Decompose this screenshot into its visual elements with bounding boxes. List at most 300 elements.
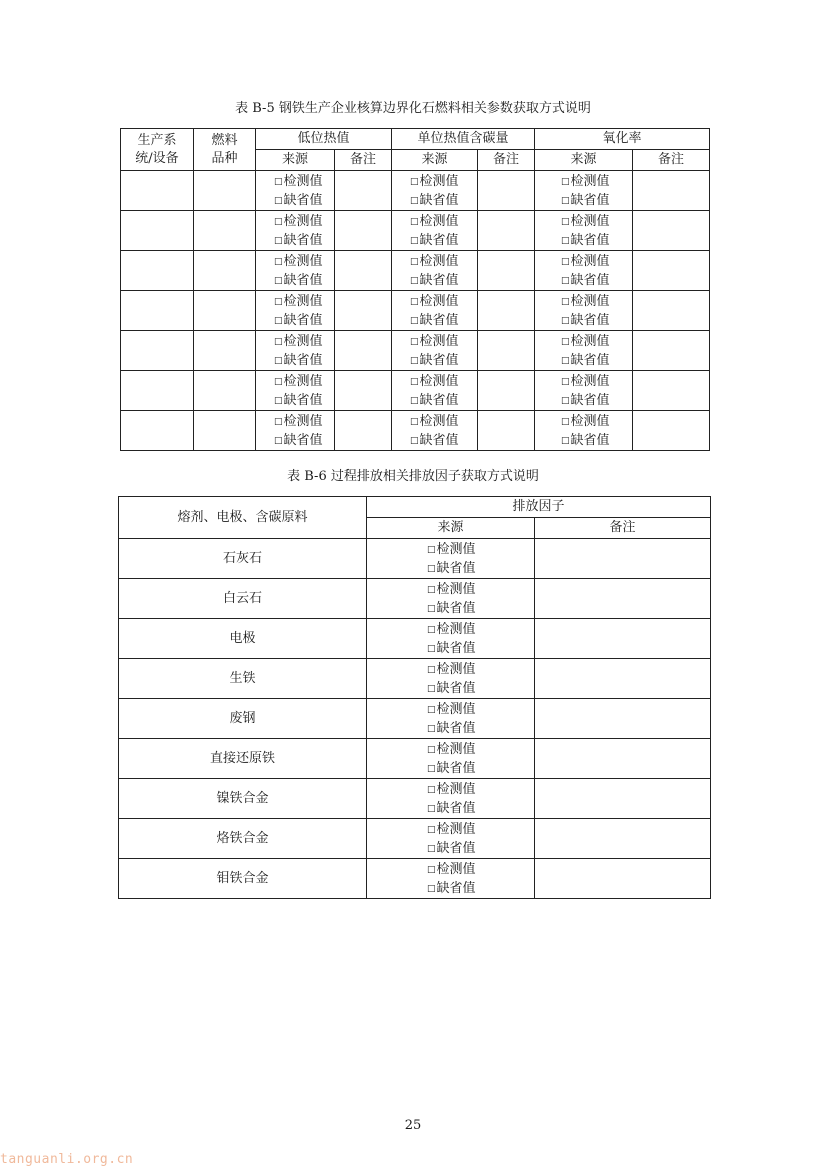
source-options: [367, 779, 535, 819]
fuel-cell[interactable]: [194, 371, 256, 411]
source-options: [256, 291, 335, 331]
measured-checkbox-option[interactable]: [410, 332, 477, 351]
default-checkbox[interactable]: □: [427, 683, 436, 694]
measured-checkbox-option[interactable]: [274, 332, 334, 351]
default-label: 缺省值: [436, 760, 476, 776]
measured-label: 检测值: [570, 213, 610, 229]
default-checkbox[interactable]: □: [427, 563, 436, 574]
default-checkbox-option[interactable]: [427, 679, 534, 698]
header-remark: 备注: [478, 150, 535, 171]
header-remark: 备注: [633, 150, 710, 171]
default-checkbox-option[interactable]: [274, 351, 334, 370]
measured-checkbox[interactable]: □: [274, 256, 283, 267]
material-name: 钼铁合金: [119, 859, 367, 899]
source-options: [392, 171, 478, 211]
table-b6: [118, 496, 711, 899]
default-label: 缺省值: [419, 432, 459, 448]
measured-checkbox-option[interactable]: [274, 372, 334, 391]
measured-label: 检测值: [419, 333, 459, 349]
remark-cell[interactable]: [335, 371, 392, 411]
source-options: [392, 411, 478, 451]
source-options: [367, 819, 535, 859]
remark-cell[interactable]: [535, 539, 711, 579]
remark-cell[interactable]: [335, 211, 392, 251]
default-label: 缺省值: [419, 272, 459, 288]
measured-checkbox[interactable]: □: [410, 416, 419, 427]
default-label: 缺省值: [436, 800, 476, 816]
table-row: [121, 291, 710, 331]
default-checkbox[interactable]: □: [274, 275, 283, 286]
measured-checkbox[interactable]: □: [427, 584, 436, 595]
measured-checkbox-option[interactable]: [561, 412, 632, 431]
remark-cell[interactable]: [535, 659, 711, 699]
measured-checkbox-option[interactable]: [410, 212, 477, 231]
measured-checkbox-option[interactable]: [274, 292, 334, 311]
measured-checkbox[interactable]: □: [427, 544, 436, 555]
default-checkbox[interactable]: □: [274, 355, 283, 366]
table-b5: [120, 128, 710, 451]
source-options: [367, 579, 535, 619]
default-checkbox[interactable]: □: [274, 435, 283, 446]
table-row: [121, 171, 710, 211]
remark-cell[interactable]: [335, 251, 392, 291]
default-checkbox-option[interactable]: [561, 311, 632, 330]
default-label: 缺省值: [436, 560, 476, 576]
remark-cell[interactable]: [478, 331, 535, 371]
default-label: 缺省值: [570, 312, 610, 328]
measured-checkbox-option[interactable]: [410, 412, 477, 431]
remark-cell[interactable]: [535, 819, 711, 859]
remark-cell[interactable]: [535, 739, 711, 779]
default-label: 缺省值: [283, 352, 323, 368]
default-checkbox[interactable]: □: [410, 195, 419, 206]
measured-checkbox-option[interactable]: [427, 860, 534, 879]
default-checkbox-option[interactable]: [427, 879, 534, 898]
remark-cell[interactable]: [535, 779, 711, 819]
default-checkbox[interactable]: □: [561, 435, 570, 446]
remark-cell[interactable]: [478, 211, 535, 251]
measured-label: 检测值: [436, 661, 476, 677]
measured-label: 检测值: [283, 213, 323, 229]
measured-checkbox-option[interactable]: [561, 372, 632, 391]
measured-checkbox-option[interactable]: [561, 332, 632, 351]
table-row: [119, 859, 711, 899]
fuel-cell[interactable]: [194, 291, 256, 331]
source-options: [535, 371, 633, 411]
fuel-cell[interactable]: [194, 251, 256, 291]
table-b6-caption: 表 B-6 过程排放相关排放因子获取方式说明: [287, 469, 539, 484]
measured-label: 检测值: [419, 413, 459, 429]
default-checkbox[interactable]: □: [561, 315, 570, 326]
header-source: 来源: [392, 150, 478, 171]
measured-label: 检测值: [419, 213, 459, 229]
measured-checkbox[interactable]: □: [561, 416, 570, 427]
measured-checkbox[interactable]: □: [274, 376, 283, 387]
measured-label: 检测值: [436, 621, 476, 637]
measured-checkbox-option[interactable]: [274, 212, 334, 231]
remark-cell[interactable]: [535, 619, 711, 659]
default-label: 缺省值: [283, 232, 323, 248]
remark-cell[interactable]: [633, 291, 710, 331]
measured-checkbox-option[interactable]: [410, 372, 477, 391]
source-options: [392, 211, 478, 251]
source-options: [256, 331, 335, 371]
source-options: [367, 699, 535, 739]
header-remark: 备注: [535, 518, 711, 539]
default-checkbox[interactable]: □: [427, 603, 436, 614]
default-checkbox[interactable]: □: [427, 843, 436, 854]
default-checkbox-option[interactable]: [427, 719, 534, 738]
header-material: 熔剂、电极、含碳原料: [119, 497, 367, 539]
measured-checkbox[interactable]: □: [561, 296, 570, 307]
header-source: 来源: [367, 518, 535, 539]
measured-label: 检测值: [283, 333, 323, 349]
system-cell[interactable]: [121, 291, 194, 331]
remark-cell[interactable]: [335, 171, 392, 211]
remark-cell[interactable]: [535, 859, 711, 899]
measured-checkbox-option[interactable]: [561, 252, 632, 271]
default-checkbox-option[interactable]: [274, 431, 334, 450]
remark-cell[interactable]: [535, 579, 711, 619]
measured-checkbox-option[interactable]: [274, 172, 334, 191]
table-row: [121, 251, 710, 291]
measured-checkbox[interactable]: □: [274, 336, 283, 347]
header-oxidation: 氧化率: [535, 129, 710, 150]
default-label: 缺省值: [283, 432, 323, 448]
source-options: [392, 251, 478, 291]
remark-cell[interactable]: [478, 251, 535, 291]
default-checkbox[interactable]: □: [427, 763, 436, 774]
default-checkbox-option[interactable]: [274, 231, 334, 250]
default-checkbox[interactable]: □: [410, 275, 419, 286]
default-label: 缺省值: [283, 392, 323, 408]
measured-checkbox[interactable]: □: [561, 336, 570, 347]
table-row: [119, 739, 711, 779]
default-label: 缺省值: [283, 312, 323, 328]
default-checkbox[interactable]: □: [274, 395, 283, 406]
measured-label: 检测值: [570, 253, 610, 269]
remark-cell[interactable]: [478, 291, 535, 331]
source-options: [392, 331, 478, 371]
source-options: [367, 619, 535, 659]
measured-checkbox[interactable]: □: [274, 216, 283, 227]
source-options: [535, 251, 633, 291]
source-options: [256, 211, 335, 251]
measured-checkbox-option[interactable]: [427, 820, 534, 839]
source-options: [256, 371, 335, 411]
page-number: 25: [404, 1118, 422, 1133]
measured-label: 检测值: [570, 333, 610, 349]
measured-label: 检测值: [436, 861, 476, 877]
default-label: 缺省值: [283, 272, 323, 288]
measured-checkbox[interactable]: □: [410, 296, 419, 307]
default-checkbox-option[interactable]: [410, 351, 477, 370]
measured-checkbox[interactable]: □: [561, 216, 570, 227]
default-label: 缺省值: [436, 680, 476, 696]
measured-checkbox[interactable]: □: [427, 824, 436, 835]
measured-checkbox-option[interactable]: [410, 292, 477, 311]
default-checkbox-option[interactable]: [274, 311, 334, 330]
default-label: 缺省值: [570, 192, 610, 208]
measured-label: 检测值: [419, 173, 459, 189]
measured-checkbox[interactable]: □: [274, 416, 283, 427]
remark-cell[interactable]: [633, 371, 710, 411]
source-options: [392, 291, 478, 331]
default-checkbox[interactable]: □: [561, 355, 570, 366]
material-name: 白云石: [119, 579, 367, 619]
measured-label: 检测值: [283, 373, 323, 389]
measured-checkbox[interactable]: □: [274, 176, 283, 187]
measured-label: 检测值: [570, 173, 610, 189]
header-factor: 排放因子: [367, 497, 711, 518]
default-label: 缺省值: [419, 232, 459, 248]
measured-checkbox-option[interactable]: [561, 212, 632, 231]
measured-checkbox-option[interactable]: [427, 620, 534, 639]
default-label: 缺省值: [436, 600, 476, 616]
remark-cell[interactable]: [633, 211, 710, 251]
header-carbon: 单位热值含碳量: [392, 129, 535, 150]
default-label: 缺省值: [570, 352, 610, 368]
fuel-cell[interactable]: [194, 411, 256, 451]
material-name: 直接还原铁: [119, 739, 367, 779]
default-checkbox[interactable]: □: [410, 395, 419, 406]
measured-checkbox[interactable]: □: [427, 784, 436, 795]
measured-checkbox[interactable]: □: [427, 704, 436, 715]
default-checkbox[interactable]: □: [561, 195, 570, 206]
remark-cell[interactable]: [335, 331, 392, 371]
measured-label: 检测值: [436, 781, 476, 797]
header-source: 来源: [535, 150, 633, 171]
table-row: [119, 699, 711, 739]
source-options: [256, 251, 335, 291]
remark-cell[interactable]: [633, 251, 710, 291]
fuel-cell[interactable]: [194, 211, 256, 251]
measured-checkbox[interactable]: □: [561, 176, 570, 187]
table-row: [121, 331, 710, 371]
default-label: 缺省值: [570, 232, 610, 248]
default-checkbox[interactable]: □: [427, 803, 436, 814]
measured-label: 检测值: [436, 741, 476, 757]
table-row: [119, 579, 711, 619]
system-cell[interactable]: [121, 331, 194, 371]
material-name: 烙铁合金: [119, 819, 367, 859]
default-checkbox-option[interactable]: [561, 351, 632, 370]
default-checkbox-option[interactable]: [410, 271, 477, 290]
source-options: [256, 171, 335, 211]
default-checkbox-option[interactable]: [274, 391, 334, 410]
source-options: [535, 171, 633, 211]
default-checkbox-option[interactable]: [427, 799, 534, 818]
default-label: 缺省值: [283, 192, 323, 208]
table-row: [121, 371, 710, 411]
table-row: [119, 819, 711, 859]
default-label: 缺省值: [419, 192, 459, 208]
material-name: 镍铁合金: [119, 779, 367, 819]
measured-label: 检测值: [570, 413, 610, 429]
measured-label: 检测值: [419, 293, 459, 309]
measured-checkbox[interactable]: □: [410, 336, 419, 347]
material-name: 废钢: [119, 699, 367, 739]
source-options: [535, 331, 633, 371]
default-checkbox[interactable]: □: [274, 195, 283, 206]
source-options: [367, 659, 535, 699]
default-label: 缺省值: [436, 840, 476, 856]
source-options: [367, 539, 535, 579]
default-checkbox-option[interactable]: [410, 191, 477, 210]
measured-label: 检测值: [436, 541, 476, 557]
default-label: 缺省值: [419, 312, 459, 328]
fuel-cell[interactable]: [194, 171, 256, 211]
header-ncv: 低位热值: [256, 129, 392, 150]
system-cell[interactable]: [121, 251, 194, 291]
default-checkbox-option[interactable]: [410, 391, 477, 410]
default-checkbox-option[interactable]: [274, 271, 334, 290]
header-source: 来源: [256, 150, 335, 171]
measured-checkbox-option[interactable]: [427, 540, 534, 559]
source-options: [367, 859, 535, 899]
system-cell[interactable]: [121, 171, 194, 211]
measured-checkbox-option[interactable]: [410, 252, 477, 271]
measured-checkbox[interactable]: □: [274, 296, 283, 307]
measured-checkbox[interactable]: □: [427, 744, 436, 755]
table-b5-caption: 表 B-5 钢铁生产企业核算边界化石燃料相关参数获取方式说明: [235, 101, 591, 116]
table-row: [119, 619, 711, 659]
table-row: [119, 539, 711, 579]
default-checkbox[interactable]: □: [561, 395, 570, 406]
remark-cell[interactable]: [478, 171, 535, 211]
material-name: 生铁: [119, 659, 367, 699]
system-cell[interactable]: [121, 211, 194, 251]
system-cell[interactable]: [121, 371, 194, 411]
header-system: 生产系 统/设备: [121, 129, 194, 171]
default-label: 缺省值: [570, 392, 610, 408]
default-label: 缺省值: [419, 352, 459, 368]
default-checkbox-option[interactable]: [427, 559, 534, 578]
default-checkbox-option[interactable]: [561, 231, 632, 250]
header-fuel: 燃料 品种: [194, 129, 256, 171]
measured-label: 检测值: [436, 821, 476, 837]
default-label: 缺省值: [570, 272, 610, 288]
table-row: [119, 659, 711, 699]
default-checkbox-option[interactable]: [561, 271, 632, 290]
table-row: [121, 411, 710, 451]
measured-checkbox-option[interactable]: [561, 292, 632, 311]
remark-cell[interactable]: [478, 371, 535, 411]
measured-label: 检测值: [283, 253, 323, 269]
system-cell[interactable]: [121, 411, 194, 451]
measured-checkbox-option[interactable]: [427, 700, 534, 719]
remark-cell[interactable]: [633, 411, 710, 451]
measured-label: 检测值: [283, 173, 323, 189]
measured-checkbox-option[interactable]: [427, 740, 534, 759]
default-label: 缺省值: [436, 720, 476, 736]
source-options: [392, 371, 478, 411]
default-checkbox-option[interactable]: [410, 231, 477, 250]
measured-checkbox-option[interactable]: [274, 252, 334, 271]
default-checkbox[interactable]: □: [410, 435, 419, 446]
measured-checkbox-option[interactable]: [410, 172, 477, 191]
remark-cell[interactable]: [535, 699, 711, 739]
remark-cell[interactable]: [633, 331, 710, 371]
default-checkbox[interactable]: □: [427, 643, 436, 654]
measured-checkbox[interactable]: □: [427, 624, 436, 635]
default-checkbox[interactable]: □: [561, 275, 570, 286]
default-checkbox-option[interactable]: [561, 431, 632, 450]
default-checkbox[interactable]: □: [274, 235, 283, 246]
measured-label: 检测值: [283, 293, 323, 309]
measured-checkbox-option[interactable]: [427, 780, 534, 799]
measured-checkbox-option[interactable]: [561, 172, 632, 191]
measured-label: 检测值: [570, 373, 610, 389]
default-label: 缺省值: [570, 432, 610, 448]
measured-label: 检测值: [419, 253, 459, 269]
default-checkbox-option[interactable]: [427, 599, 534, 618]
measured-checkbox[interactable]: □: [410, 376, 419, 387]
default-label: 缺省值: [436, 880, 476, 896]
source-options: [367, 739, 535, 779]
default-label: 缺省值: [419, 392, 459, 408]
remark-cell[interactable]: [335, 411, 392, 451]
default-checkbox-option[interactable]: [561, 391, 632, 410]
default-checkbox-option[interactable]: [427, 759, 534, 778]
source-options: [535, 411, 633, 451]
measured-checkbox[interactable]: □: [561, 376, 570, 387]
measured-label: 检测值: [283, 413, 323, 429]
default-checkbox-option[interactable]: [410, 311, 477, 330]
measured-checkbox[interactable]: □: [427, 864, 436, 875]
default-checkbox-option[interactable]: [561, 191, 632, 210]
default-checkbox[interactable]: □: [410, 355, 419, 366]
remark-cell[interactable]: [633, 171, 710, 211]
source-options: [256, 411, 335, 451]
table-row: [119, 779, 711, 819]
measured-checkbox[interactable]: □: [561, 256, 570, 267]
fuel-cell[interactable]: [194, 331, 256, 371]
default-checkbox-option[interactable]: [427, 839, 534, 858]
measured-checkbox-option[interactable]: [274, 412, 334, 431]
default-checkbox[interactable]: □: [427, 883, 436, 894]
default-checkbox[interactable]: □: [274, 315, 283, 326]
watermark: tanguanli.org.cn: [0, 1152, 134, 1167]
material-name: 电极: [119, 619, 367, 659]
source-options: [535, 291, 633, 331]
default-checkbox[interactable]: □: [410, 235, 419, 246]
measured-checkbox-option[interactable]: [427, 660, 534, 679]
measured-checkbox[interactable]: □: [410, 216, 419, 227]
header-remark: 备注: [335, 150, 392, 171]
measured-checkbox[interactable]: □: [410, 256, 419, 267]
measured-label: 检测值: [436, 581, 476, 597]
default-checkbox-option[interactable]: [427, 639, 534, 658]
default-checkbox[interactable]: □: [427, 723, 436, 734]
measured-label: 检测值: [436, 701, 476, 717]
source-options: [535, 211, 633, 251]
remark-cell[interactable]: [335, 291, 392, 331]
default-checkbox-option[interactable]: [274, 191, 334, 210]
default-checkbox-option[interactable]: [410, 431, 477, 450]
default-checkbox[interactable]: □: [561, 235, 570, 246]
table-row: [121, 211, 710, 251]
default-label: 缺省值: [436, 640, 476, 656]
measured-checkbox[interactable]: □: [427, 664, 436, 675]
remark-cell[interactable]: [478, 411, 535, 451]
material-name: 石灰石: [119, 539, 367, 579]
measured-checkbox-option[interactable]: [427, 580, 534, 599]
measured-checkbox[interactable]: □: [410, 176, 419, 187]
default-checkbox[interactable]: □: [410, 315, 419, 326]
measured-label: 检测值: [419, 373, 459, 389]
measured-label: 检测值: [570, 293, 610, 309]
